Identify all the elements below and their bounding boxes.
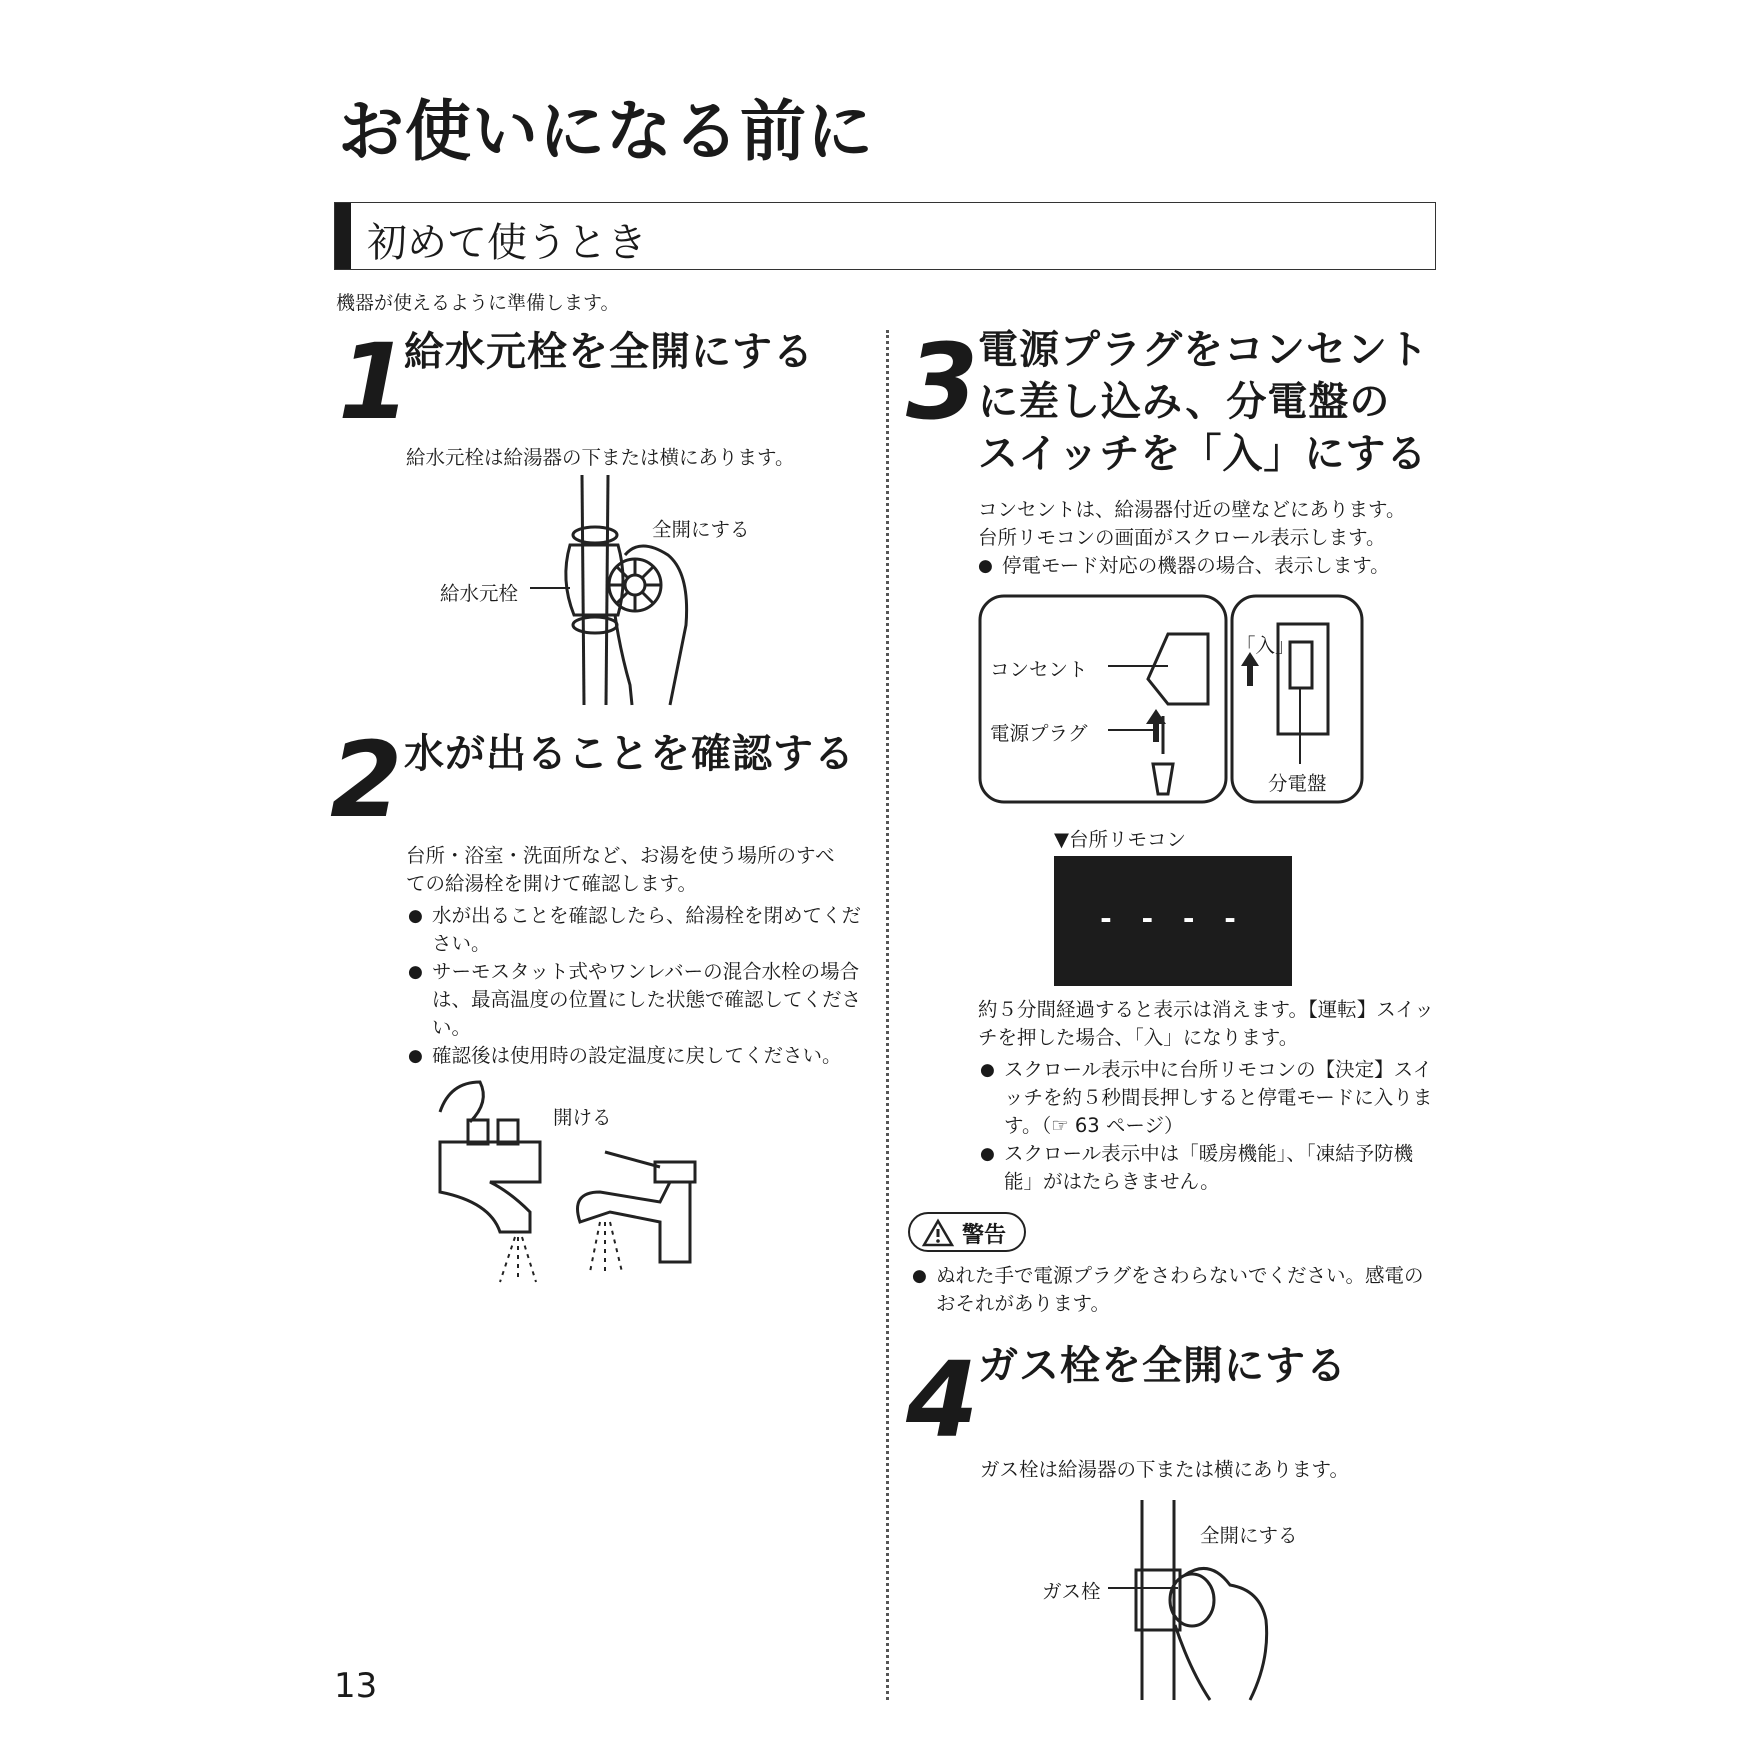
step1-leader-line [530,586,570,590]
step3-title [978,324,1429,480]
step4-label-valve: ガス栓 [1042,1580,1101,1603]
step1-number: 1 [338,321,411,443]
step3-title-line3: スイッチを「入」にする [978,431,1428,477]
step1-label-open: 全開にする [652,518,750,541]
step3-label-outlet: コンセント [990,658,1088,681]
remote-caption: ▼台所リモコン [1054,828,1186,851]
step2-title: 水が出ることを確認する [404,731,855,777]
step4-title: ガス栓を全開にする [978,1343,1347,1389]
step3-title-line2: に差し込み、分電盤の [978,379,1391,425]
section-title: 初めて使うとき [367,220,647,266]
step2-bullets [408,902,868,1070]
remote-display-text: - - - - [1100,902,1246,935]
page-title: お使いになる前に [338,93,874,170]
warning-triangle-icon [922,1219,954,1247]
warning-badge [908,1212,1026,1252]
step2-label-open: 開ける [553,1106,612,1129]
step3-bullet: ● スクロール表示中に台所リモコンの【決定】スイッチを約５秒間長押しすると停電モードに入ります。（☞ 63 ページ） [980,1056,1442,1140]
water-valve-illustration [560,475,720,705]
step2-text [406,842,866,898]
step3-bullet-power: ● 停電モード対応の機器の場合、表示します。 [978,552,1448,580]
step3-label-breaker: 分電盤 [1268,772,1327,795]
step3-after-text [978,996,1448,1052]
column-divider [886,330,889,1700]
kitchen-remote-display [1054,856,1292,986]
step2-text-line2: ての給湯栓を開けて確認します。 [406,872,697,895]
step3-label-plug: 電源プラグ [990,722,1088,745]
step2-bullet: ● 水が出ることを確認したら、給湯栓を閉めてください。 [408,902,868,958]
step3-title-line1: 電源プラグをコンセント [978,327,1429,373]
warning-text: ● ぬれた手で電源プラグをさわらないでください。感電のおそれがあります。 [912,1262,1442,1318]
section-header [334,202,1436,270]
step3-text-line1: コンセントは、給湯器付近の壁などにあります。 [978,498,1406,521]
step2-number: 2 [330,719,403,841]
step3-after-line1: 約５分間経過すると表示は消えます。【運転】スイッ [978,998,1434,1021]
step4-number: 4 [906,1339,979,1461]
step2-bullet: ● 確認後は使用時の設定温度に戻してください。 [408,1042,868,1070]
section-bar [335,203,351,269]
intro-text: 機器が使えるように準備します。 [336,292,620,314]
page-number: 13 [334,1666,378,1706]
warning-label: 警告 [962,1223,1007,1248]
step1-label-valve: 給水元栓 [440,582,519,605]
step3-number: 3 [906,321,979,443]
step1-text: 給水元栓は給湯器の下または横にあります。 [406,446,795,469]
step4-label-open: 全開にする [1200,1524,1298,1547]
step1-title: 給水元栓を全開にする [404,329,814,375]
warning-text-block [912,1262,1442,1318]
step3-bullets [980,1056,1442,1196]
step2-bullet: ● サーモスタット式やワンレバーの混合水栓の場合は、最高温度の位置にした状態で確認してください。 [408,958,868,1042]
step3-text-line2: 台所リモコンの画面がスクロール表示します。 [978,526,1386,549]
step3-bullet: ● スクロール表示中は「暖房機能」、「凍結予防機能」がはたらきません。 [980,1140,1442,1196]
step3-label-on: 「入」 [1236,634,1295,657]
step4-leader-line [1108,1586,1178,1590]
step3-after-line2: チを押した場合、「入」になります。 [978,1026,1299,1049]
step2-text-line1: 台所・浴室・洗面所など、お湯を使う場所のすべ [406,844,835,867]
step3-text [978,496,1448,580]
step4-text: ガス栓は給湯器の下または横にあります。 [980,1458,1349,1481]
